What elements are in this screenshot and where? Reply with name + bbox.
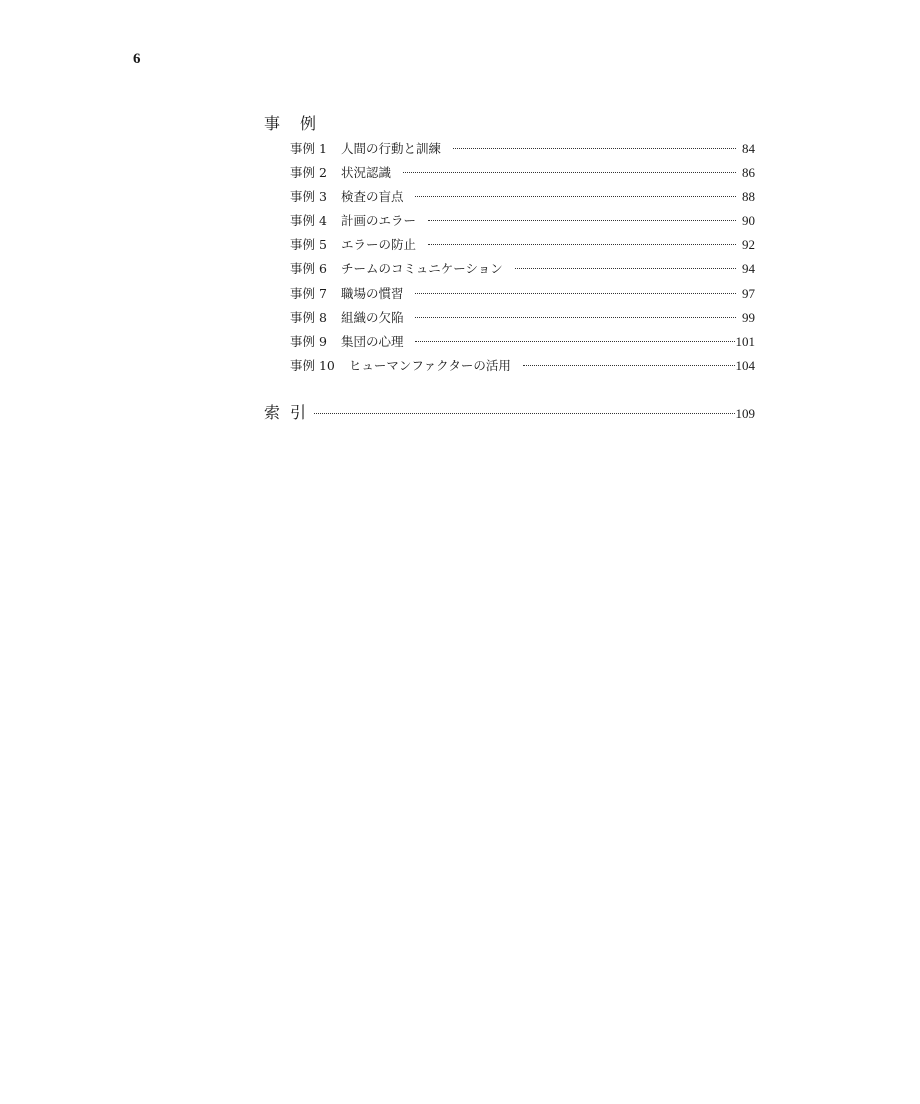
toc-entry-case-5[interactable]	[290, 236, 755, 260]
toc-entry-page: 94	[742, 261, 755, 277]
toc-entry-page: 92	[742, 237, 755, 253]
toc-entry-page: 90	[742, 213, 755, 229]
dot-leader	[415, 341, 734, 342]
cases-heading-char-1: 事	[264, 114, 281, 133]
toc-entry-title: 計画のエラー	[340, 213, 416, 229]
toc-entry-title: 組織の欠陥	[340, 309, 404, 325]
toc-entry-case-1[interactable]	[290, 140, 755, 164]
toc-entry-case-9[interactable]	[290, 333, 755, 357]
toc-entry-case-4[interactable]	[290, 212, 755, 236]
toc-entry-number: 事例 8	[290, 309, 327, 325]
dot-leader	[314, 413, 734, 414]
toc-entry-title: 人間の行動と訓練	[340, 141, 441, 156]
toc-entry-number: 事例 4	[290, 213, 327, 229]
toc-entry-page: 104	[735, 357, 755, 373]
toc-entry-page: 86	[742, 165, 755, 181]
toc-entry-title: 検査の盲点	[340, 189, 404, 205]
toc-entry-number: 事例 1	[290, 141, 327, 156]
toc-entry-title: ヒューマンファクターの活用	[348, 357, 511, 373]
dot-leader	[523, 365, 735, 366]
toc-entry-page: 84	[742, 141, 755, 156]
toc-entry-number: 事例 3	[290, 189, 327, 205]
cases-toc-list	[290, 140, 755, 381]
dot-leader	[415, 293, 736, 294]
dot-leader	[415, 317, 736, 318]
toc-entry-number: 事例 10	[290, 357, 335, 373]
dot-leader	[415, 196, 736, 197]
toc-entry-title: 職場の慣習	[340, 285, 404, 301]
toc-entry-title: エラーの防止	[340, 237, 416, 253]
index-page: 109	[735, 406, 755, 421]
index-heading-char-1: 索	[264, 403, 281, 422]
index-heading	[264, 403, 306, 423]
index-heading-char-2: 引	[290, 403, 307, 422]
toc-entry-page: 88	[742, 189, 755, 205]
toc-entry-number: 事例 2	[290, 165, 327, 181]
dot-leader	[453, 148, 736, 149]
toc-entry-title: チームのコミュニケーション	[340, 261, 503, 277]
dot-leader	[403, 172, 736, 173]
toc-entry-case-8[interactable]	[290, 309, 755, 333]
toc-entry-page: 99	[742, 309, 755, 325]
toc-entry-case-10[interactable]	[290, 357, 755, 381]
cases-heading-char-2: 例	[300, 114, 317, 133]
dot-leader	[428, 220, 736, 221]
toc-entry-index[interactable]	[264, 403, 755, 423]
toc-entry-number: 事例 6	[290, 261, 327, 277]
toc-entry-title: 集団の心理	[340, 333, 404, 349]
toc-entry-number: 事例 7	[290, 285, 327, 301]
page-number: 6	[133, 51, 141, 67]
dot-leader	[515, 268, 736, 269]
toc-entry-number: 事例 9	[290, 333, 327, 349]
toc-entry-case-3[interactable]	[290, 188, 755, 212]
toc-entry-title: 状況認識	[340, 165, 391, 181]
dot-leader	[428, 244, 736, 245]
toc-entry-page: 97	[742, 285, 755, 301]
cases-heading	[264, 114, 316, 134]
toc-entry-page: 101	[735, 333, 755, 349]
toc-entry-case-6[interactable]	[290, 260, 755, 284]
toc-entry-case-7[interactable]	[290, 285, 755, 309]
toc-entry-case-2[interactable]	[290, 164, 755, 188]
toc-entry-number: 事例 5	[290, 237, 327, 253]
